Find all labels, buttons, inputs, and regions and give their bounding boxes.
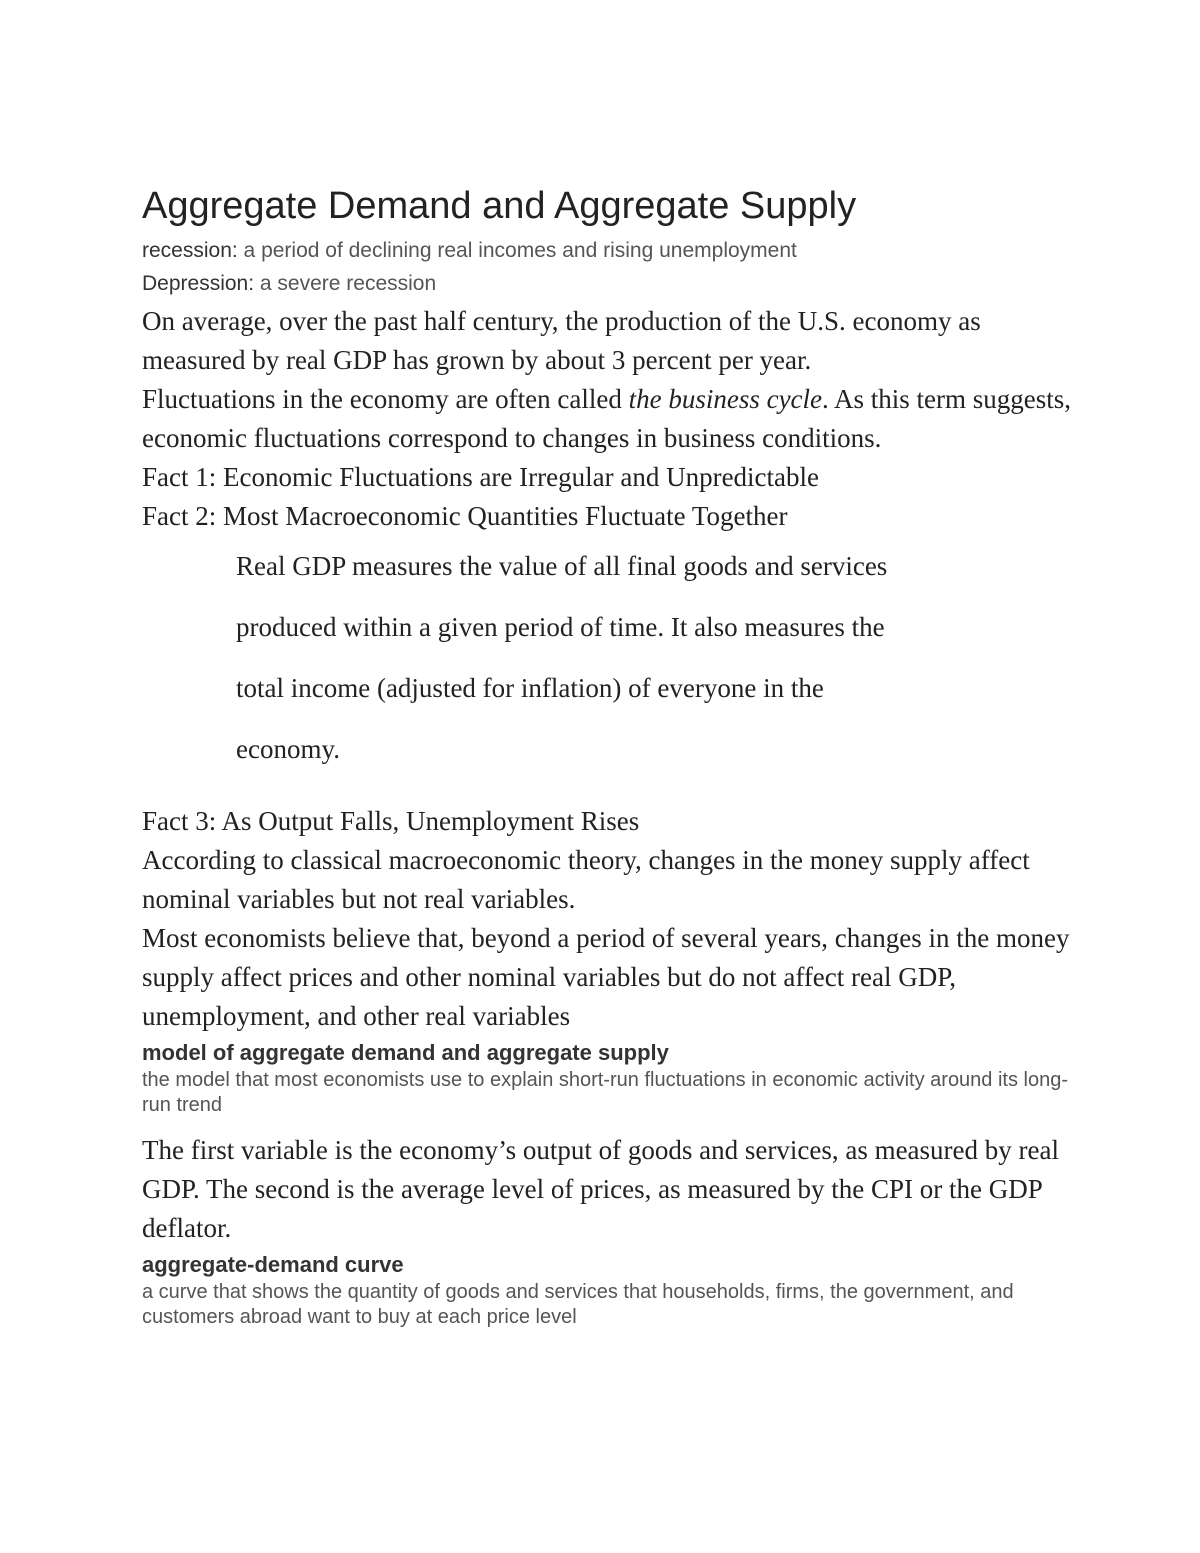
- paragraph-growth: On average, over the past half century, the production of the U.S. economy as measured by real GDP has grown by about 3 percent per year.: [142, 306, 981, 375]
- definition-aggregate-demand-curve: a curve that shows the quantity of goods and services that households, firms, the government, and customers abroad want to buy at each price level: [142, 1281, 1014, 1328]
- paragraph-economists: Most economists believe that, beyond a period of several years, changes in the money supply affect prices and other nominal variables but do not affect real GDP, unemployment, and other real variables: [142, 923, 1070, 1031]
- term-aggregate-demand-curve: aggregate-demand curve: [142, 1252, 404, 1277]
- definition-term: Depression:: [142, 272, 255, 295]
- spacer: [142, 1118, 1072, 1131]
- definition-term: recession:: [142, 239, 238, 262]
- paragraph-variables: The first variable is the economy’s output of goods and services, as measured by real GDP. The second is the average level of prices, as measured by the CPI or the GDP deflator.: [142, 1135, 1059, 1243]
- spacer: [142, 780, 1072, 802]
- fact-3: Fact 3: As Output Falls, Unemployment Rises: [142, 806, 640, 836]
- definition-recession: [142, 234, 1072, 267]
- indented-block: [236, 536, 1072, 780]
- definition-text: a severe recession: [254, 272, 437, 295]
- page-title: Aggregate Demand and Aggregate Supply: [142, 185, 857, 227]
- definition-text: a period of declining real incomes and rising unemployment: [237, 239, 797, 262]
- emphasis-business-cycle: the business cycle: [628, 384, 823, 414]
- indented-line: economy.: [236, 734, 340, 764]
- paragraph-business-cycle: [142, 380, 1072, 458]
- document-page: [142, 184, 1072, 1330]
- paragraph-classical: According to classical macroeconomic theory, changes in the money supply affect nominal variables but not real variables.: [142, 845, 1030, 914]
- indented-line: total income (adjusted for inflation) of everyone in the: [236, 673, 824, 703]
- term-model: model of aggregate demand and aggregate supply: [142, 1040, 669, 1065]
- indented-line: produced within a given period of time. It also measures the: [236, 612, 885, 642]
- text-segment: . As this term suggests, economic fluctuations correspond to changes in business conditions.: [142, 384, 1072, 453]
- definition-model: the model that most economists use to explain short-run fluctuations in economic activity around its long-run trend: [142, 1069, 1069, 1116]
- fact-2: Fact 2: Most Macroeconomic Quantities Fluctuate Together: [142, 501, 788, 531]
- fact-1: Fact 1: Economic Fluctuations are Irregular and Unpredictable: [142, 462, 820, 492]
- indented-line: Real GDP measures the value of all final goods and services: [236, 551, 888, 581]
- definition-depression: [142, 267, 1072, 300]
- text-segment: Fluctuations in the economy are often called: [142, 384, 629, 414]
